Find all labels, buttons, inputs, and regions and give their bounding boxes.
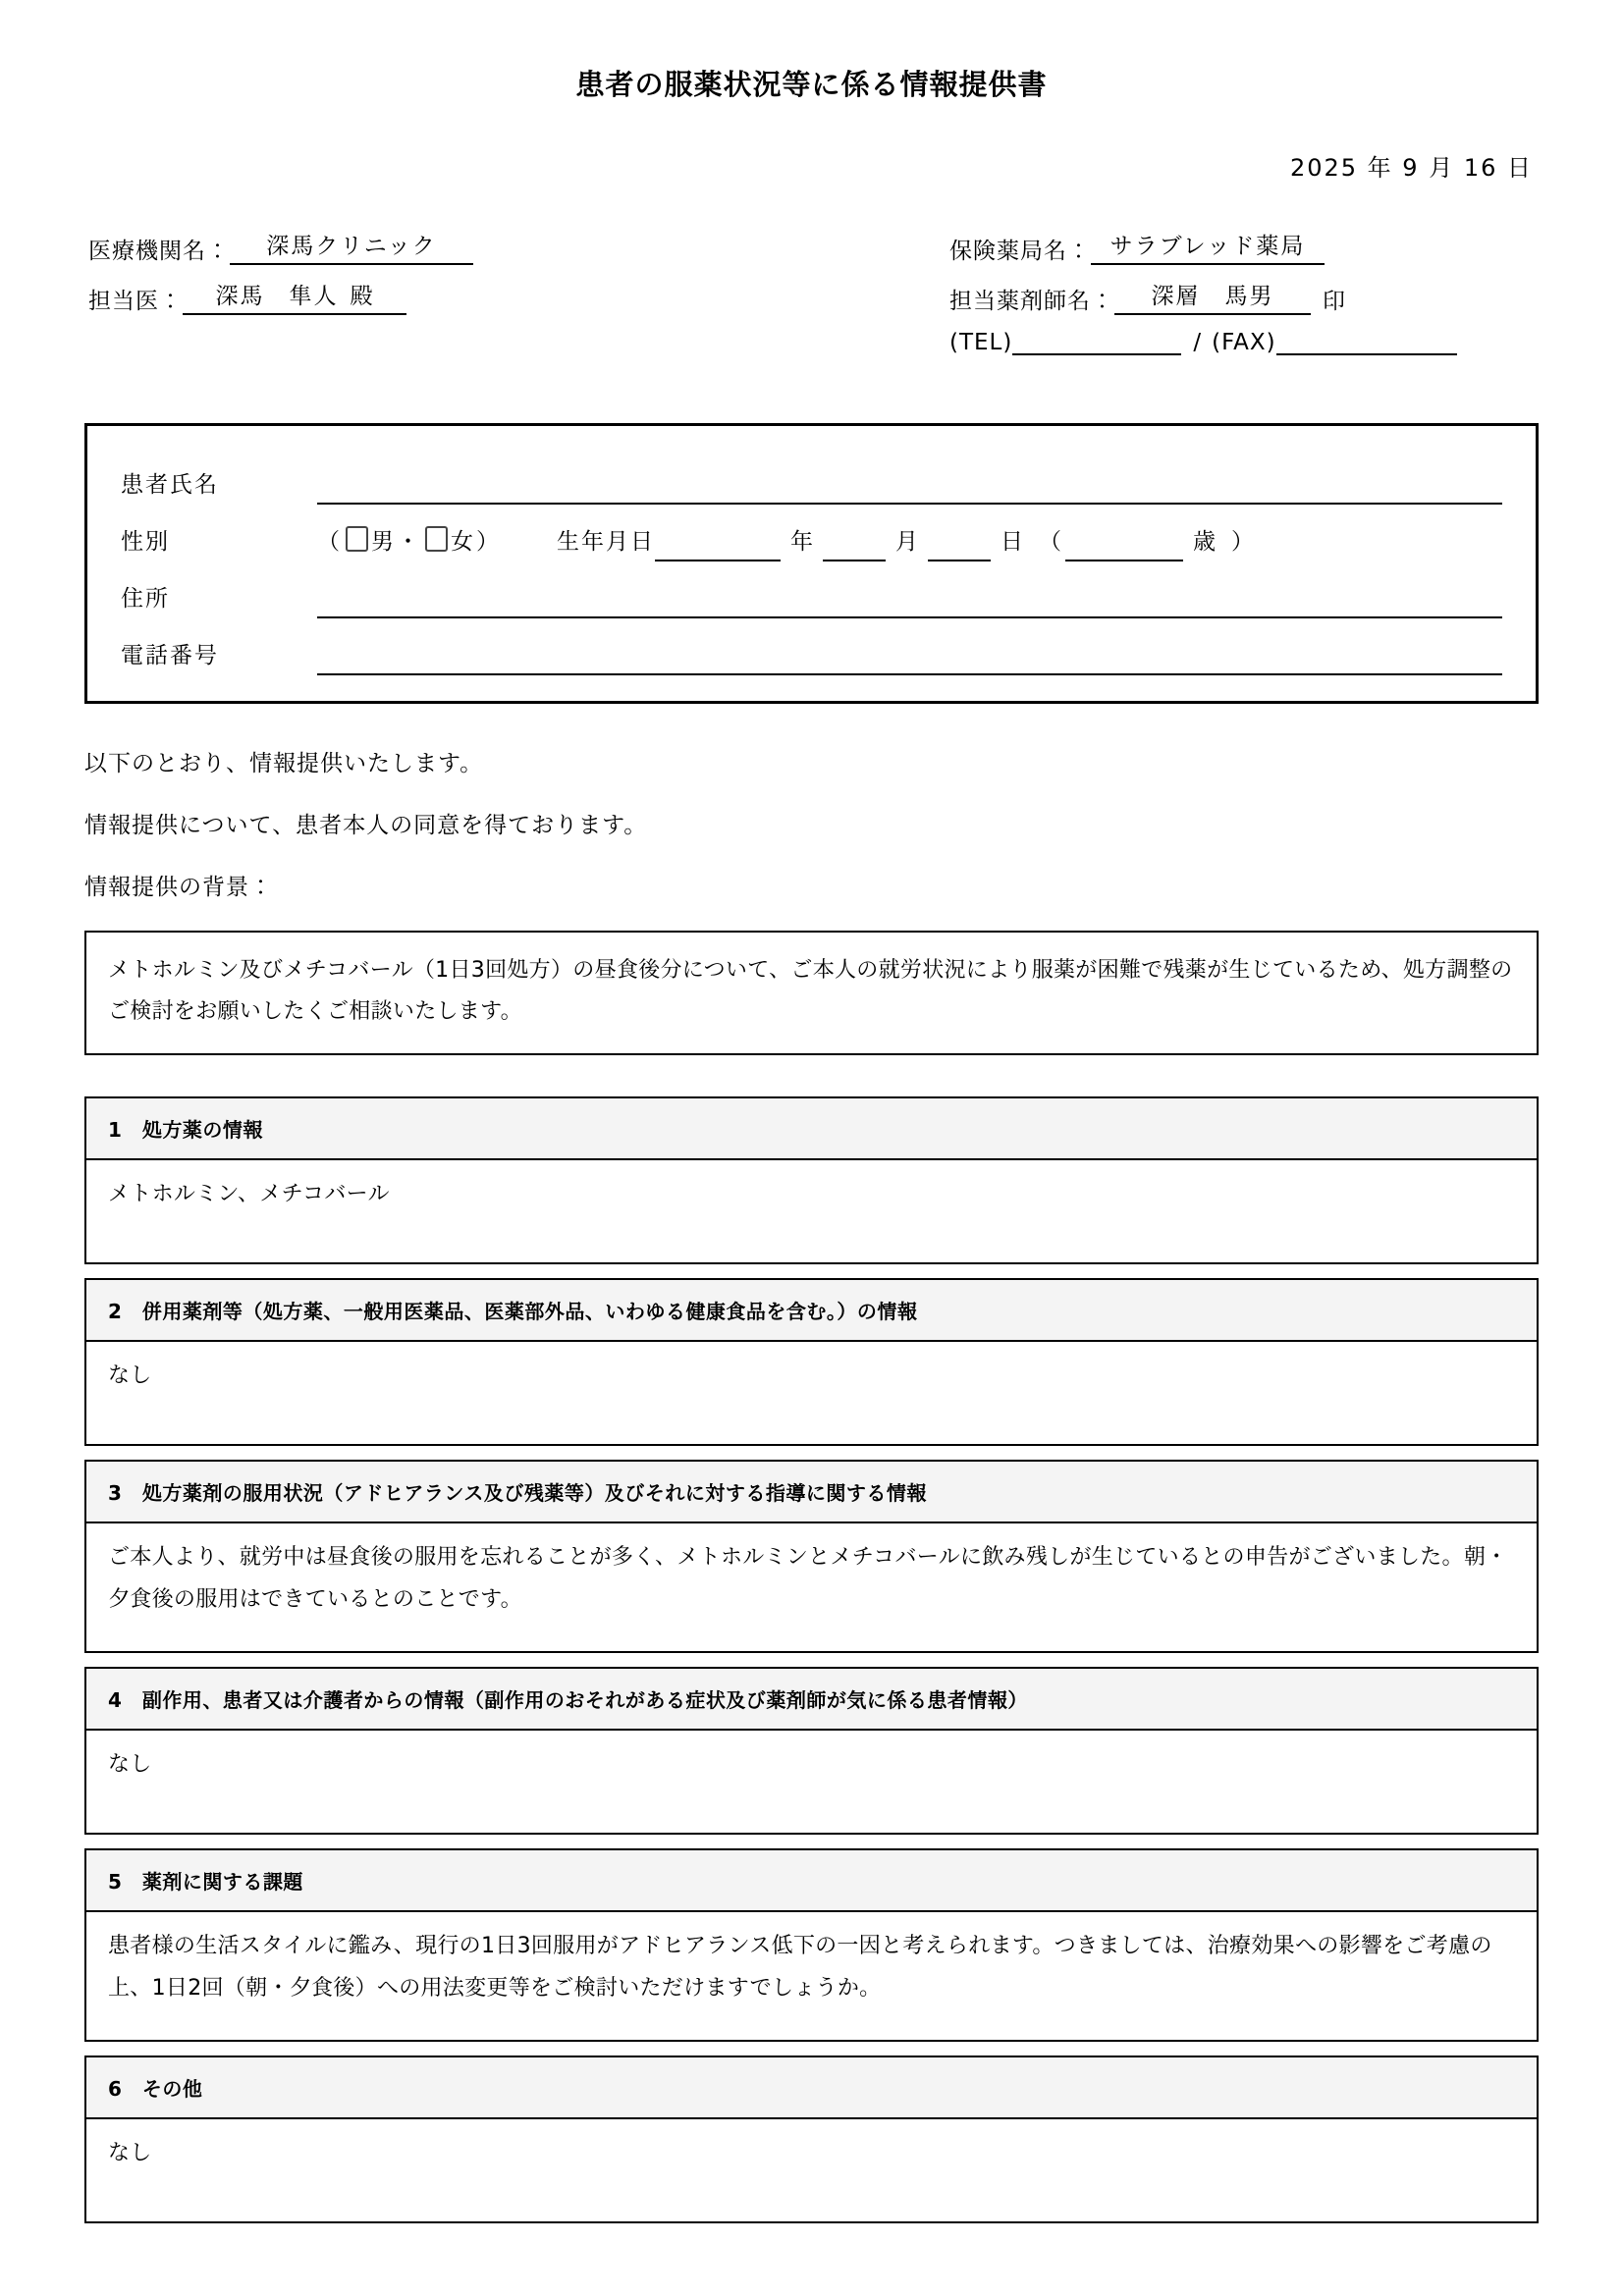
- section-divider: [84, 1835, 1539, 1848]
- sex-choice-group: [317, 523, 502, 561]
- section-1-body[interactable]: メトホルミン、メチコバール: [84, 1160, 1539, 1264]
- age-input[interactable]: [1065, 532, 1183, 561]
- sections-table: [84, 1096, 1539, 2223]
- contact-slash: /: [1193, 329, 1203, 355]
- section-6-heading: 6 その他: [84, 2056, 1539, 2119]
- fax-input[interactable]: [1276, 328, 1457, 355]
- section-2: [84, 1278, 1539, 1446]
- section-3-heading: 3 処方薬剤の服用状況（アドヒアランス及び残薬等）及びそれに対する指導に関する情報: [84, 1460, 1539, 1523]
- section-divider: [84, 1446, 1539, 1460]
- age-unit: 歳: [1193, 528, 1216, 555]
- age-open-paren: （: [1039, 528, 1061, 555]
- patient-address-row: [121, 561, 1502, 618]
- pharmacy-name-label: 保険薬局名：: [949, 238, 1091, 264]
- sex-birth-group: [317, 523, 1502, 561]
- page-title: 患者の服薬状況等に係る情報提供書: [575, 68, 1048, 101]
- background-textbox[interactable]: メトホルミン及びメチコバール（1日3回処方）の昼食後分について、ご本人の就労状況により服薬が困難で残薬が生じているため、処方調整のご検討をお願いしたくご相談いたします。: [84, 931, 1539, 1056]
- section-2-body[interactable]: なし: [84, 1342, 1539, 1446]
- patient-phone-label: 電話番号: [121, 642, 219, 668]
- clinic-name-label: 医療機関名：: [88, 238, 230, 264]
- section-5-heading: 5 薬剤に関する課題: [84, 1848, 1539, 1912]
- section-divider: [84, 1653, 1539, 1667]
- document-date: 2025 年 9 月 16 日: [1289, 153, 1533, 182]
- section-2-heading: 2 併用薬剤等（処方薬、一般用医薬品、医薬部外品、いわゆる健康食品を含む。）の情報: [84, 1278, 1539, 1342]
- section-5-body[interactable]: 患者様の生活スタイルに鑑み、現行の1日3回服用がアドヒアランス低下の一因と考えられます。つきましては、治療効果への影響をご考慮の上、1日2回（朝・夕食後）への用法変更等をご検討いただけますでしょうか。: [84, 1912, 1539, 2042]
- pharmacy-name-value[interactable]: サラブレッド薬局: [1091, 228, 1325, 265]
- section-divider: [84, 1264, 1539, 1278]
- birth-year-input[interactable]: [655, 532, 781, 561]
- intro-line-1: 以下のとおり、情報提供いたします。: [84, 750, 484, 776]
- section-4-heading: 4 副作用、患者又は介護者からの情報（副作用のおそれがある症状及び薬剤師が気に係る患者情報）: [84, 1667, 1539, 1731]
- section-5: [84, 1848, 1539, 2042]
- patient-name-row: [121, 448, 1502, 505]
- tel-label: (TEL): [949, 329, 1013, 355]
- intro-line-3: 情報提供の背景：: [84, 874, 273, 900]
- patient-name-input[interactable]: [317, 469, 1502, 505]
- age-close-paren: ）: [1231, 528, 1254, 555]
- birth-month-input[interactable]: [823, 532, 886, 561]
- doctor-name-text: 深馬 隼人: [215, 283, 339, 309]
- doctor-honorific: 殿: [350, 283, 374, 309]
- clinic-name-row: [88, 228, 717, 265]
- section-3-body[interactable]: ご本人より、就労中は昼食後の服用を忘れることが多く、メトホルミンとメチコバールに飲み残しが生じているとの申告がございました。朝・夕食後の服用はできているとのことです。: [84, 1523, 1539, 1653]
- section-1-heading: 1 処方薬の情報: [84, 1096, 1539, 1160]
- birthdate-label: 生年月日: [557, 528, 655, 555]
- section-6: [84, 2056, 1539, 2223]
- sex-open-paren: （: [317, 528, 343, 555]
- header-block: [84, 228, 1539, 368]
- pharmacist-name-row: [949, 278, 1539, 315]
- checkbox-male[interactable]: [346, 526, 368, 552]
- seal-label: 印: [1323, 288, 1346, 314]
- patient-phone-row: [121, 618, 1502, 675]
- pharmacist-name-label: 担当薬剤師名：: [949, 288, 1114, 314]
- checkbox-female[interactable]: [425, 526, 448, 552]
- doctor-name-label: 担当医：: [88, 288, 183, 314]
- pharmacy-block: [949, 228, 1539, 368]
- sex-separator: ・: [397, 528, 422, 555]
- intro-line-2: 情報提供について、患者本人の同意を得ております。: [84, 812, 648, 838]
- sex-female-label: 女: [451, 528, 476, 555]
- section-4-body[interactable]: なし: [84, 1731, 1539, 1835]
- tel-input[interactable]: [1012, 328, 1181, 355]
- patient-sex-birth-row: [121, 505, 1502, 561]
- section-divider: [84, 2042, 1539, 2056]
- patient-sex-label: 性別: [121, 528, 170, 555]
- birth-year-unit: 年: [790, 528, 813, 555]
- birth-day-unit: 日: [1001, 528, 1023, 555]
- patient-phone-input[interactable]: [317, 640, 1502, 675]
- intro-block: [84, 745, 1539, 901]
- section-3: [84, 1460, 1539, 1653]
- sex-close-paren: ）: [476, 528, 502, 555]
- contact-row: [949, 328, 1539, 355]
- sex-male-label: 男: [371, 528, 397, 555]
- pharmacist-name-value[interactable]: 深層 馬男: [1114, 278, 1311, 315]
- patient-address-input[interactable]: [317, 583, 1502, 618]
- birth-day-input[interactable]: [928, 532, 991, 561]
- patient-address-label: 住所: [121, 585, 170, 612]
- clinic-name-value[interactable]: 深馬クリニック: [230, 228, 473, 265]
- doctor-name-value[interactable]: [183, 278, 406, 315]
- pharmacy-name-row: [949, 228, 1539, 265]
- patient-name-label: 患者氏名: [121, 471, 219, 498]
- patient-info-box: [84, 423, 1539, 704]
- fax-label: (FAX): [1212, 329, 1276, 355]
- birth-month-unit: 月: [895, 528, 918, 555]
- section-6-body[interactable]: なし: [84, 2119, 1539, 2223]
- section-4: [84, 1667, 1539, 1835]
- section-1: [84, 1096, 1539, 1264]
- clinic-block: [84, 228, 717, 368]
- doctor-name-row: [88, 278, 717, 315]
